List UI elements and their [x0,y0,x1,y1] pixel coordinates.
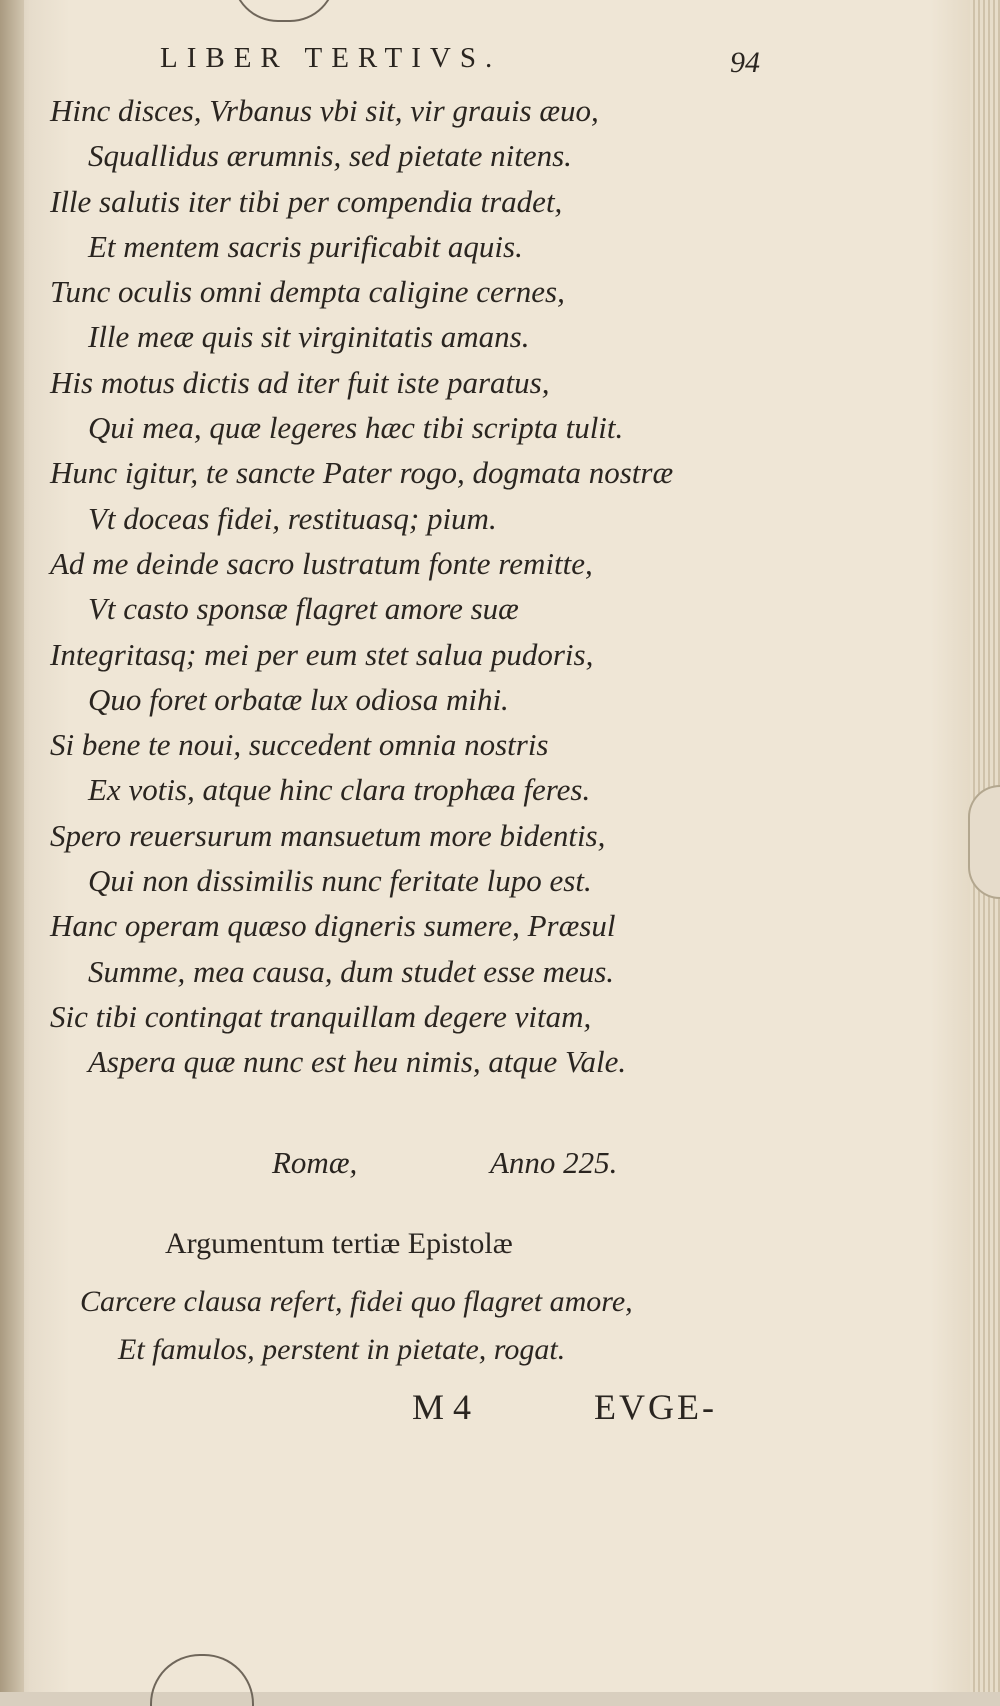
verse-line: Tunc oculis omni dempta caligine cernes, [50,274,565,310]
verse-line: Sic tibi contingat tranquillam degere vitam, [50,998,592,1034]
verse-line: Vt doceas fidei, restituasq; pium. [88,500,497,536]
catchword: EVGE- [594,1387,717,1427]
verse-line: Quo foret orbatæ lux odiosa mihi. [88,681,509,717]
binding-gutter [0,0,24,1692]
verse-line: Squallidus ærumnis, sed pietate nitens. [88,138,572,174]
verse-line: Aspera quæ nunc est heu nimis, atque Vale. [88,1044,627,1080]
verse-line: Qui non dissimilis nunc feritate lupo est. [88,863,592,899]
running-header [160,42,760,82]
verse-line: Hanc operam quæso digneris sumere, Præsul [50,908,616,944]
verse-line: Carcere clausa refert, fidei quo flagret amore, [80,1285,633,1318]
verse-line: Ex votis, atque hinc clara trophæa feres. [88,772,591,808]
verse-line: Spero reuersurum mansuetum more bidentis, [50,817,606,853]
argument-title: Argumentum tertiæ Epistolæ [165,1227,513,1260]
verse-line: Qui mea, quæ legeres hæc tibi scripta tulit. [88,410,624,446]
verse-line: Hinc disces, Vrbanus vbi sit, vir grauis æuo, [50,93,599,128]
catchline [412,1386,772,1436]
verse-line: Et mentem sacris purificabit aquis. [88,228,523,264]
verse-line: Si bene te noui, succedent omnia nostris [50,727,549,763]
dateline [50,1145,690,1190]
verse-line: Vt casto sponsæ flagret amore suæ [88,591,519,627]
verse-line: Integritasq; mei per eum stet salua pudoris, [50,636,594,672]
binding-thread-top [232,0,336,22]
argument-body [80,1278,760,1374]
binding-thread-bottom [150,1654,254,1706]
verse-line: Summe, mea causa, dum studet esse meus. [88,953,615,989]
verse-line: His motus dictis ad iter fuit iste paratus, [50,364,550,400]
signature-mark: M 4 [412,1387,472,1427]
verse-line: Ad me deinde sacro lustratum fonte remitte, [50,545,593,581]
dateline-year: Anno 225. [490,1145,618,1180]
verse-line: Hunc igitur, te sancte Pater rogo, dogmata nostræ [50,455,674,491]
verse-line: Ille meæ quis sit virginitatis amans. [88,319,530,355]
folio-number: 94 [730,46,760,79]
poem-body [50,88,770,1085]
verse-line: Ille salutis iter tibi per compendia tradet, [50,183,563,219]
running-title: LIBER TERTIVS. [160,42,502,74]
dateline-place: Romæ, [272,1145,358,1180]
page-tab-mark [968,785,1000,899]
verse-line: Et famulos, perstent in pietate, rogat. [118,1333,566,1366]
